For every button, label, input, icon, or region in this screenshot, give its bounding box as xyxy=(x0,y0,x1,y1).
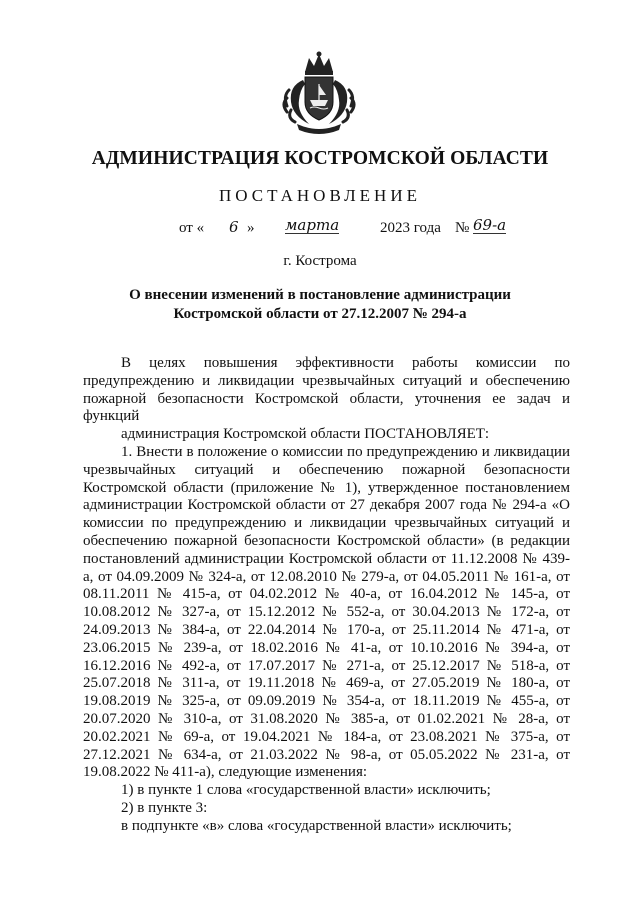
date-month: марта xyxy=(285,216,340,234)
date-day: 6 xyxy=(229,218,239,236)
number-sign: № xyxy=(455,220,470,236)
date-prefix: от « xyxy=(179,220,205,236)
sub-item-2: 2) в пункте 3: xyxy=(121,799,208,816)
document-body xyxy=(83,355,570,836)
title-line-2: Костромской области от 27.12.2007 № 294-а xyxy=(173,306,467,322)
sub-item-3: в подпункте «в» слова «государственной власти» исключить; xyxy=(121,817,512,834)
sub-item-1: 1) в пункте 1 слова «государственной власти» исключить; xyxy=(121,782,491,799)
document-title xyxy=(100,286,540,324)
organization-name: АДМИНИСТРАЦИЯ КОСТРОМСКОЙ ОБЛАСТИ xyxy=(91,148,549,169)
document-number: 69-а xyxy=(473,216,507,234)
date-close-quote: » xyxy=(247,220,255,236)
document-type: ПОСТАНОВЛЕНИЕ xyxy=(218,186,421,205)
city: г. Кострома xyxy=(283,253,357,269)
paragraph-preamble: В целях повышения эффективности работы комиссии по предупреждению и ликвидации чрезвычайных ситуаций и обеспечению пожарной безопасности Костромской области, уточнения ее задач и функций xyxy=(83,355,570,425)
paragraph-item-1: 1. Внести в положение о комиссии по предупреждению и ликвидации чрезвычайных ситуаций и обеспечению пожарной безопасности Костромской области (приложение № 1), утвержденное постановлением администрации Костромской области от 27 декабря 2007 года № 294-а «О комиссии по предупреждению и ликвидации чрезвычайных ситуаций и обеспечению пожарной безопасности Костромской области» (в редакции постановлений администрации Костромской области от 11.12.2008 № 439-а, от 04.09.2009 № 324-а, от 12.08.2010 № 279-а, от 04.05.2011 № 161-а, от 08.11.2011 № 415-а, от 04.02.2012 № 40-а, от 16.04.2012 № 145-а, от 10.08.2012 № 327-а, от 15.12.2012 № 552-а, от 30.04.2013 № 172-а, от 24.09.2013 № 384-а, от 22.04.2014 № 170-а, от 25.11.2014 № 471-а, от 23.06.2015 № 239-а, от 18.02.2016 № 41-а, от 10.10.2016 № 394-а, от 16.12.2016 № 492-а, от 17.07.2017 № 271-а, от 25.12.2017 № 518-а, от 25.07.2018 № 311-а, от 19.11.2018 № 469-а, от 27.05.2019 № 180-а, от 19.08.2019 № 325-а, от 09.09.2019 № 354-а, от 18.11.2019 № 455-а, от 20.07.2020 № 310-а, от 31.08.2020 № 385-а, от 01.02.2021 № 28-а, от 20.02.2021 № 69-а, от 19.04.2021 № 184-а, от 23.08.2021 № 375-а, от 27.12.2021 № 634-а, от 21.03.2022 № 98-а, от 05.05.2022 № 231-а, от 19.08.2022 № 411-а), следующие изменения: xyxy=(83,443,570,781)
coat-of-arms-emblem xyxy=(279,50,359,136)
paragraph-resolves: администрация Костромской области ПОСТАНОВЛЯЕТ: xyxy=(121,426,490,443)
date-year: 2023 года xyxy=(380,220,441,236)
title-line-1: О внесении изменений в постановление администрации xyxy=(129,287,511,303)
